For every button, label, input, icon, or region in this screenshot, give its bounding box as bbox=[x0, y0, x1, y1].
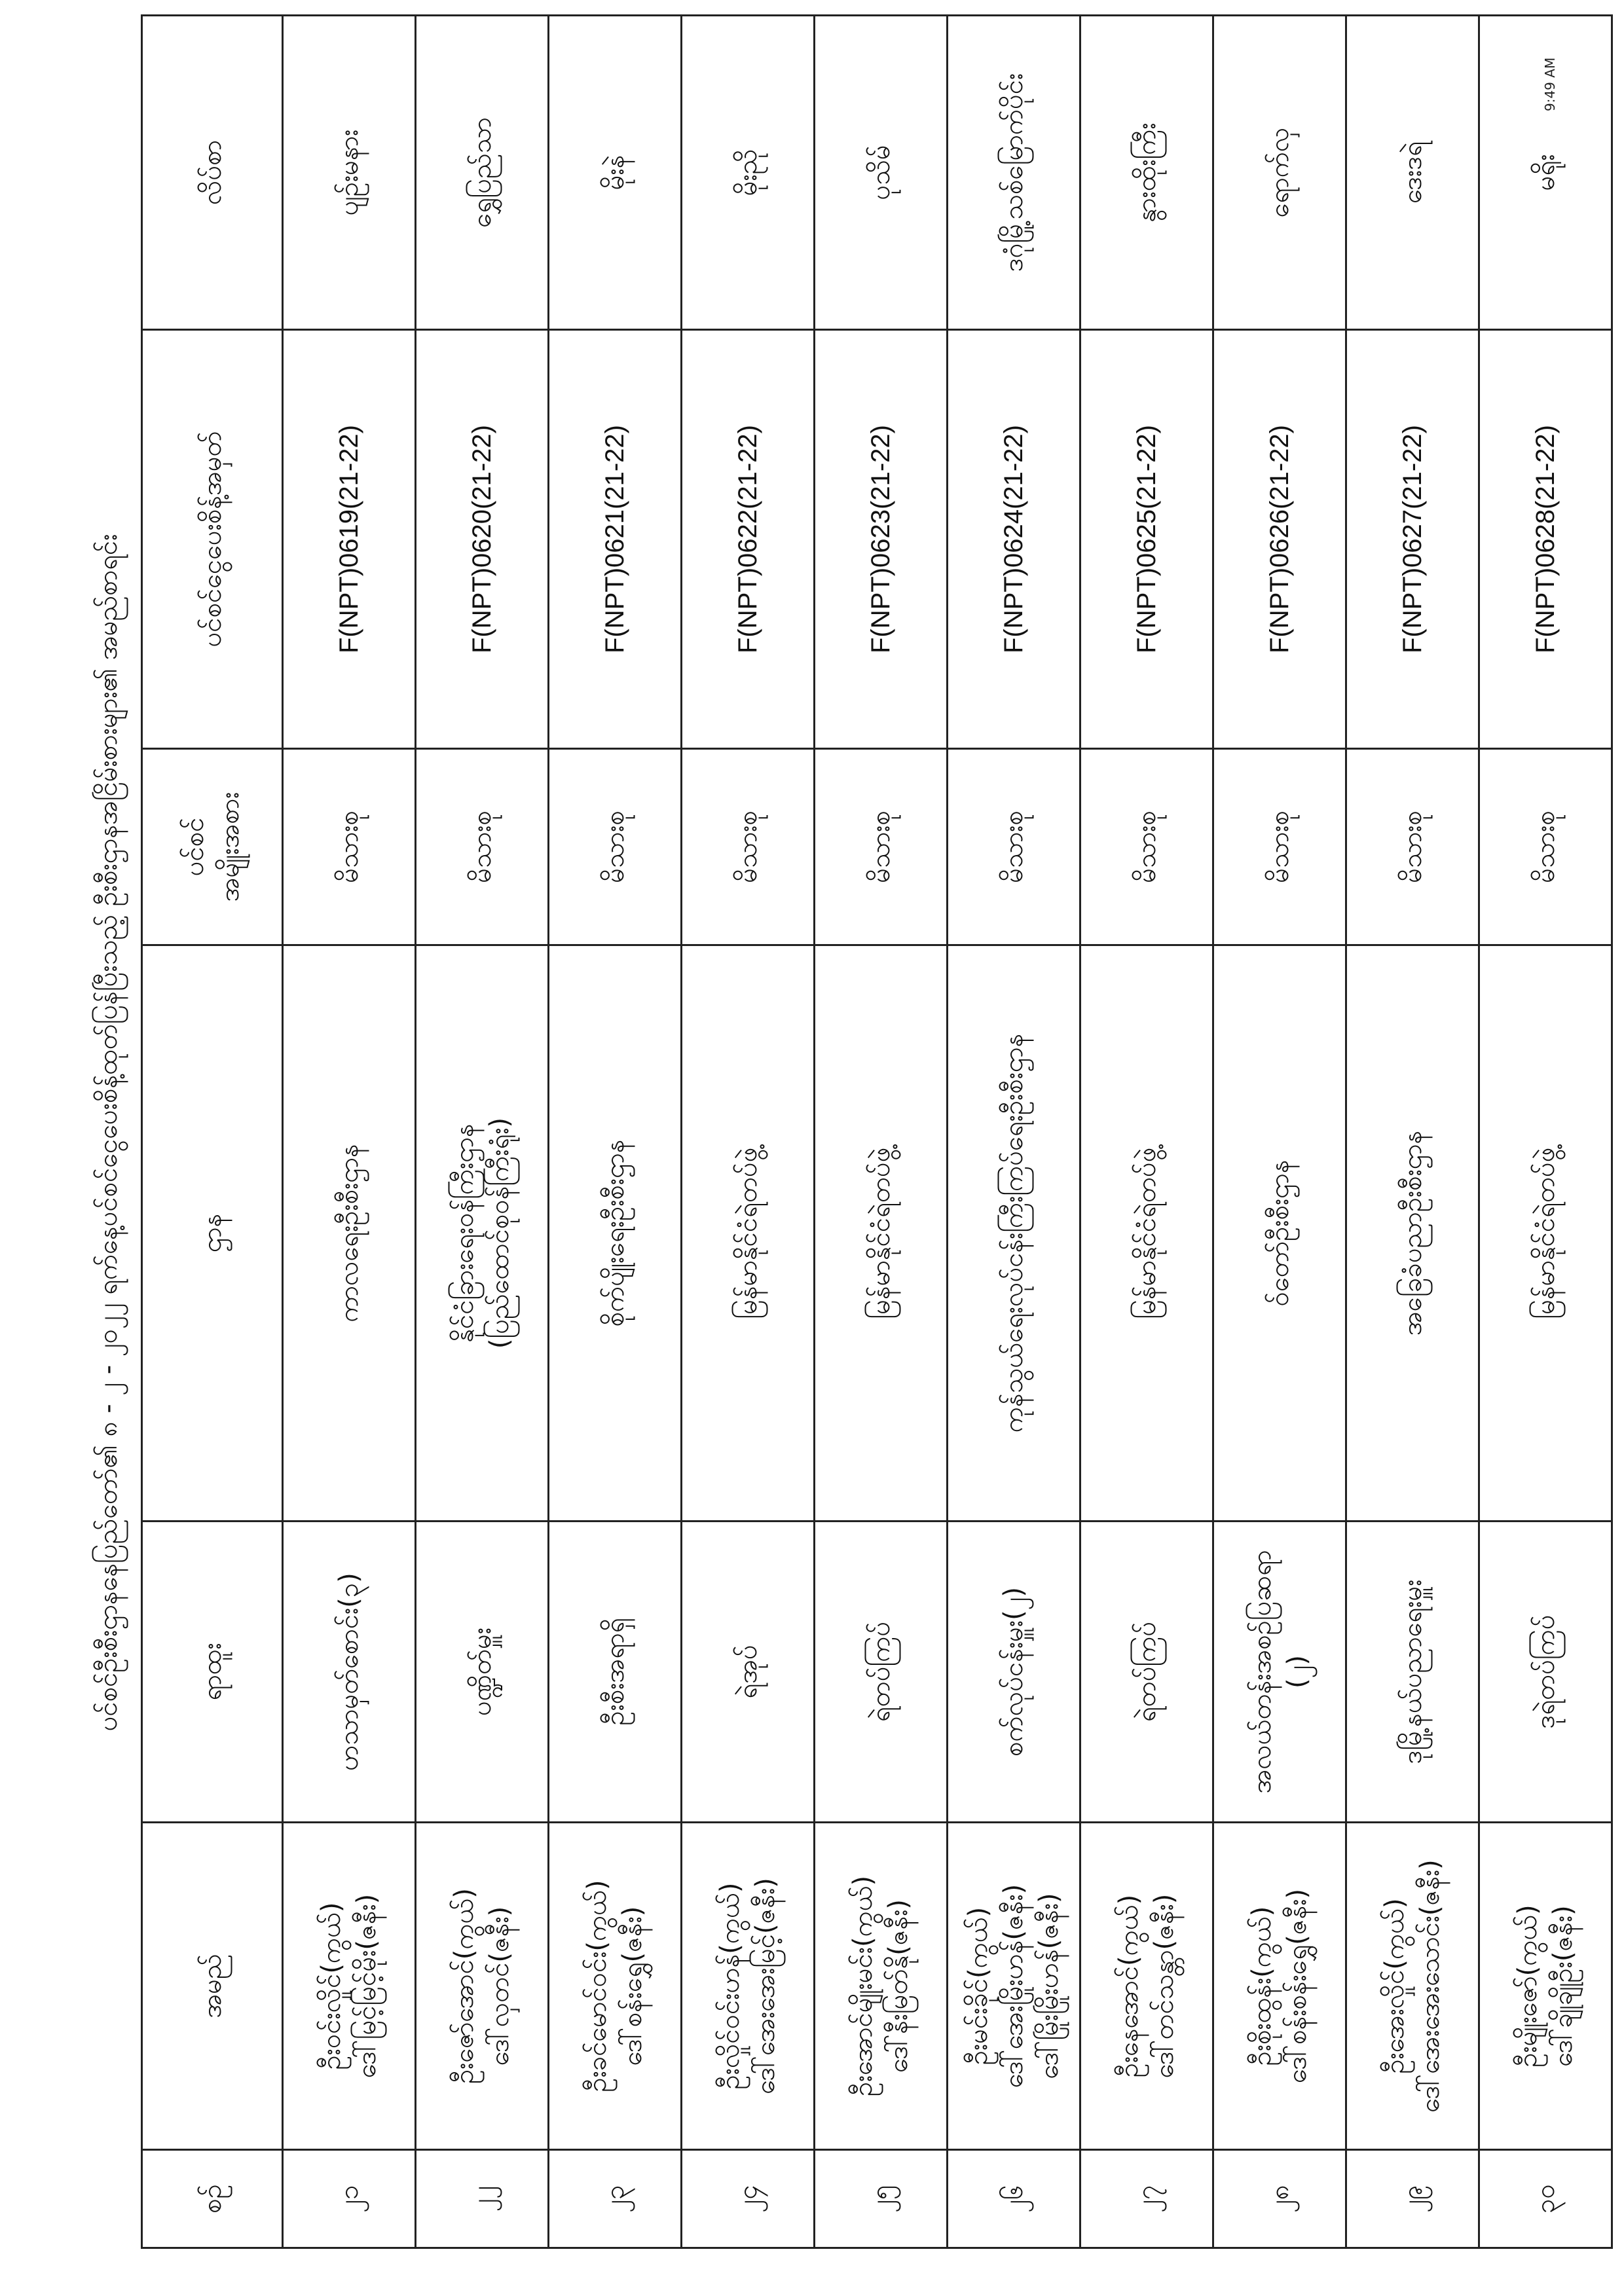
cell-rank bbox=[682, 1522, 815, 1823]
cell-department bbox=[1213, 945, 1346, 1522]
cell-order-no: F(NPT)0628(21-22) bbox=[1479, 330, 1612, 749]
cell-pension-type: မိသားစု bbox=[682, 749, 815, 945]
name-line: ဦးစိုးထွန်း(ကွယ်) bbox=[1247, 1906, 1277, 2066]
table-row bbox=[682, 16, 815, 2248]
table-row bbox=[815, 16, 948, 2248]
cell-address: နွားထိုးကြီး bbox=[1080, 16, 1213, 330]
table-row bbox=[416, 16, 549, 2248]
cell-no: ၂၅ bbox=[815, 2150, 948, 2248]
cell-department bbox=[416, 945, 549, 1522]
cell-rank bbox=[815, 1522, 948, 1823]
table-row bbox=[1479, 16, 1612, 2248]
table-header-row bbox=[142, 16, 283, 2248]
name-line: ဦးလှိုင်ဝင်းဟန်(ကွယ်) bbox=[715, 1882, 745, 2090]
name-line: ဒေါ်စန်းရွှေ(ဇနီး) bbox=[618, 1906, 648, 2066]
cell-department bbox=[549, 945, 682, 1522]
cell-address: ဒဂုံမြို့သစ်မြောက်ပိုင်း bbox=[948, 16, 1080, 330]
table-row bbox=[1080, 16, 1213, 2248]
cell-address: မရိုး bbox=[1479, 16, 1612, 330]
name-line: ဦးနေအောင်(ကွယ်) bbox=[1114, 1894, 1144, 2078]
cell-name bbox=[682, 1823, 815, 2150]
department-line: နိုင်ငံခြားရေးဝန်ကြီးဌာန bbox=[449, 1123, 479, 1343]
name-line: ဒေါ်လှတင်(ဇနီး) bbox=[485, 1906, 515, 2066]
cell-name bbox=[948, 1823, 1080, 2150]
cell-no: ၂၇ bbox=[1080, 2150, 1213, 2248]
cell-rank bbox=[283, 1522, 416, 1823]
header-pension-type bbox=[142, 749, 283, 945]
cell-order-no: F(NPT)0621(21-22) bbox=[549, 330, 682, 749]
name-line: ဒေါ်ချိုချိုဦး(ဇနီး) bbox=[1548, 1905, 1578, 2067]
cell-pension-type: မိသားစု bbox=[549, 749, 682, 945]
cell-pension-type: မိသားစု bbox=[1346, 749, 1479, 945]
department-line: မြန်မာနိုင်ငံရဲတပ်ဖွဲ့ bbox=[866, 1147, 896, 1319]
rank-line: ဒုမြို့နယ်ပညာရေးမှူး bbox=[1397, 1579, 1428, 1764]
cell-no: ၂၂ bbox=[416, 2150, 549, 2248]
cell-address: ဒေးဒရဲ bbox=[1346, 16, 1479, 330]
cell-department bbox=[283, 945, 416, 1522]
table-row bbox=[1346, 16, 1479, 2248]
name-line: ဒေါ်မြိုးမြိုးဟန်(ဇနီး) bbox=[1034, 1893, 1064, 2079]
cell-no: ၂၄ bbox=[682, 2150, 815, 2248]
rank-line: (၂) bbox=[1282, 1655, 1312, 1688]
cell-pension-type: မိသားစု bbox=[283, 749, 416, 945]
cell-name bbox=[283, 1823, 416, 2150]
name-line: ဦးအေးလှိုင်(ကွယ်) bbox=[1380, 1898, 1410, 2074]
table-row bbox=[283, 16, 416, 2248]
cell-order-no: F(NPT)0620(21-22) bbox=[416, 330, 549, 749]
cell-no: ၃၀ bbox=[1479, 2150, 1612, 2248]
cell-department bbox=[1080, 945, 1213, 1522]
cell-name bbox=[1479, 1823, 1612, 2150]
header-name: အမည် bbox=[142, 1823, 283, 2150]
name-line: ဦးအောင်မျိုးမင်း(ကွယ်) bbox=[848, 1875, 878, 2097]
name-line: ဦးမျိုးဇော်(ကွယ်) bbox=[1513, 1904, 1543, 2068]
cell-no: ၂၉ bbox=[1346, 2150, 1479, 2248]
department-line: ကာလရေးဦးစီးဌာန bbox=[334, 1144, 364, 1322]
name-line: ဒေါ်စန်းစန်းရွှေ(ဇနီး) bbox=[1282, 1888, 1312, 2084]
header-pension-type-line: ပင်စင် bbox=[179, 817, 210, 877]
cell-order-no: F(NPT)0625(21-22) bbox=[1080, 330, 1213, 749]
header-order-no: ပင်စင်ငွေပေးစိန့်အမှတ် bbox=[142, 330, 283, 749]
document-title: ပင်စင်ဦးစီးဌာနနေပြည်တော်၏ ၈ - ၂ - ၂၀၂၂ ရက်နေ့ပင်စင်ငွေပေးစိန့်ထုတ်ပြန်ပြီးသည့် ဦးစီးဌာနအငြိမ်းစားများ၏ အမည်စာရင်း bbox=[93, 534, 123, 1732]
name-line: ဒေါ်မြင့်မြင့်မိုး(ဇနီး) bbox=[352, 1893, 382, 2079]
cell-name bbox=[815, 1823, 948, 2150]
cell-name bbox=[1346, 1823, 1479, 2150]
department-line: မြန်မာနိုင်ငံရဲတပ်ဖွဲ့ bbox=[733, 1147, 763, 1319]
cell-rank bbox=[1346, 1522, 1479, 1823]
pensioner-table bbox=[141, 14, 1613, 2249]
department-line: စိုက်ပျိုးရေးဦးစီးဌာန bbox=[600, 1139, 630, 1327]
cell-rank bbox=[948, 1522, 1080, 1823]
cell-pension-type: မိသားစု bbox=[416, 749, 549, 945]
cell-pension-type: မိသားစု bbox=[1080, 749, 1213, 945]
cell-department bbox=[948, 945, 1080, 1522]
cell-name bbox=[1213, 1823, 1346, 2150]
cell-order-no: F(NPT)0619(21-22) bbox=[283, 330, 416, 749]
department-line: (ပြည်ထောင်စုဝန်ကြီးရုံး) bbox=[485, 1117, 515, 1349]
cell-order-no: F(NPT)0624(21-22) bbox=[948, 330, 1080, 749]
header-department: ဌာန bbox=[142, 945, 283, 1522]
cell-order-no: F(NPT)0622(21-22) bbox=[682, 330, 815, 749]
cell-department bbox=[815, 945, 948, 1522]
rank-line: ဦးစီးအရာရှိ bbox=[600, 1618, 630, 1726]
header-rank: ရာထူး bbox=[142, 1522, 283, 1823]
scan-timestamp: 9:49 AM bbox=[1542, 57, 1558, 111]
cell-name bbox=[549, 1823, 682, 2150]
cell-department bbox=[1479, 945, 1612, 1522]
department-line: အခြေခံပညာဦးစီးဌာန bbox=[1397, 1130, 1428, 1336]
cell-department bbox=[682, 945, 815, 1522]
cell-address: ရောက်လှ bbox=[1213, 16, 1346, 330]
rank-line: ပဏ္ဍိတ်မှူး bbox=[467, 1627, 497, 1717]
department-line: ဝ်တော်ဦးစီးဌာန bbox=[1264, 1159, 1295, 1307]
cell-rank bbox=[416, 1522, 549, 1823]
rank-line: ရဲအုပ် bbox=[733, 1645, 763, 1699]
cell-no: ၂၆ bbox=[948, 2150, 1080, 2248]
cell-rank bbox=[549, 1522, 682, 1823]
header-pension-type-line: အမျိုးအစား bbox=[215, 792, 245, 902]
name-line: ဒေါ်နီးမြတ်နို(ဇနီး) bbox=[883, 1899, 913, 2073]
cell-pension-type: မိသားစု bbox=[1479, 749, 1612, 945]
table-row bbox=[1213, 16, 1346, 2248]
cell-rank bbox=[1080, 1522, 1213, 1823]
header-address: လိပ်စာ bbox=[142, 16, 283, 330]
cell-address: ရွှေပြည်သာ bbox=[416, 16, 549, 330]
cell-name bbox=[416, 1823, 549, 2150]
name-line: ဦးဝင်းလှိုင်(ကွယ်) bbox=[316, 1902, 346, 2070]
cell-department bbox=[1346, 945, 1479, 1522]
cell-no: ၂၃ bbox=[549, 2150, 682, 2248]
cell-name bbox=[1080, 1823, 1213, 2150]
cell-address: မိုးညို bbox=[682, 16, 815, 330]
cell-address: ပုသိမ် bbox=[815, 16, 948, 330]
name-line: ဦးခင်မောင်ဝင်း(ကွယ်) bbox=[582, 1880, 612, 2092]
rank-line: ရဲတပ်ကြပ် bbox=[866, 1621, 896, 1722]
table-row bbox=[948, 16, 1080, 2248]
department-line: မြန်မာနိုင်ငံရဲတပ်ဖွဲ့ bbox=[1132, 1147, 1162, 1319]
cell-rank bbox=[1213, 1522, 1346, 1823]
rank-line: စက်လုပ်ငန်းမှူး(၂) bbox=[999, 1587, 1029, 1757]
rank-line: ဟသာမှတ်စောင်း(၃) bbox=[334, 1573, 364, 1771]
cell-no: ၂၁ bbox=[283, 2150, 416, 2248]
cell-address: ပျဉ်းမနား bbox=[283, 16, 416, 330]
name-line: ဒေါ်အေးမြိုးဟန်(ဇနီး) bbox=[999, 1884, 1029, 2088]
table-row bbox=[549, 16, 682, 2248]
rank-line: ဒုရဲတပ်ကြပ် bbox=[1530, 1614, 1560, 1729]
cell-order-no: F(NPT)0627(21-22) bbox=[1346, 330, 1479, 749]
name-line: ဒေါ်တင်သန္တာ(ဇနီး) bbox=[1149, 1893, 1179, 2079]
cell-pension-type: မိသားစု bbox=[815, 749, 948, 945]
cell-pension-type: မိသားစု bbox=[948, 749, 1080, 945]
cell-address: မိုးနဲ bbox=[549, 16, 682, 330]
rank-line: အလယ်တန်းအစဉ်ပြဆရာ bbox=[1247, 1550, 1277, 1794]
name-line: ဦးဇော်အောင်(ကွယ်) bbox=[449, 1888, 479, 2084]
department-line: ကုန်သွယ်ရေးလုပ်ငန်းကြီးကြပ်ရေးဦးစီးဌာန bbox=[999, 1033, 1029, 1433]
cell-no: ၂၈ bbox=[1213, 2150, 1346, 2248]
cell-pension-type: မိသားစု bbox=[1213, 749, 1346, 945]
cell-order-no: F(NPT)0623(21-22) bbox=[815, 330, 948, 749]
rank-line: ရဲတပ်ကြပ် bbox=[1132, 1621, 1162, 1722]
department-line: မြန်မာနိုင်ငံရဲတပ်ဖွဲ့ bbox=[1530, 1147, 1560, 1319]
name-line: ဒေါ်အေးအေးမြင့်(ဇနီး) bbox=[750, 1878, 781, 2094]
cell-order-no: F(NPT)0626(21-22) bbox=[1213, 330, 1346, 749]
header-no: စဉ် bbox=[142, 2150, 283, 2248]
cell-rank bbox=[1479, 1522, 1612, 1823]
name-line: ဒေါ်အေးအေးသောင်း(ဇနီး) bbox=[1415, 1859, 1445, 2113]
name-line: ဦးမင်းခိုင်(ကွယ်) bbox=[963, 1906, 993, 2066]
